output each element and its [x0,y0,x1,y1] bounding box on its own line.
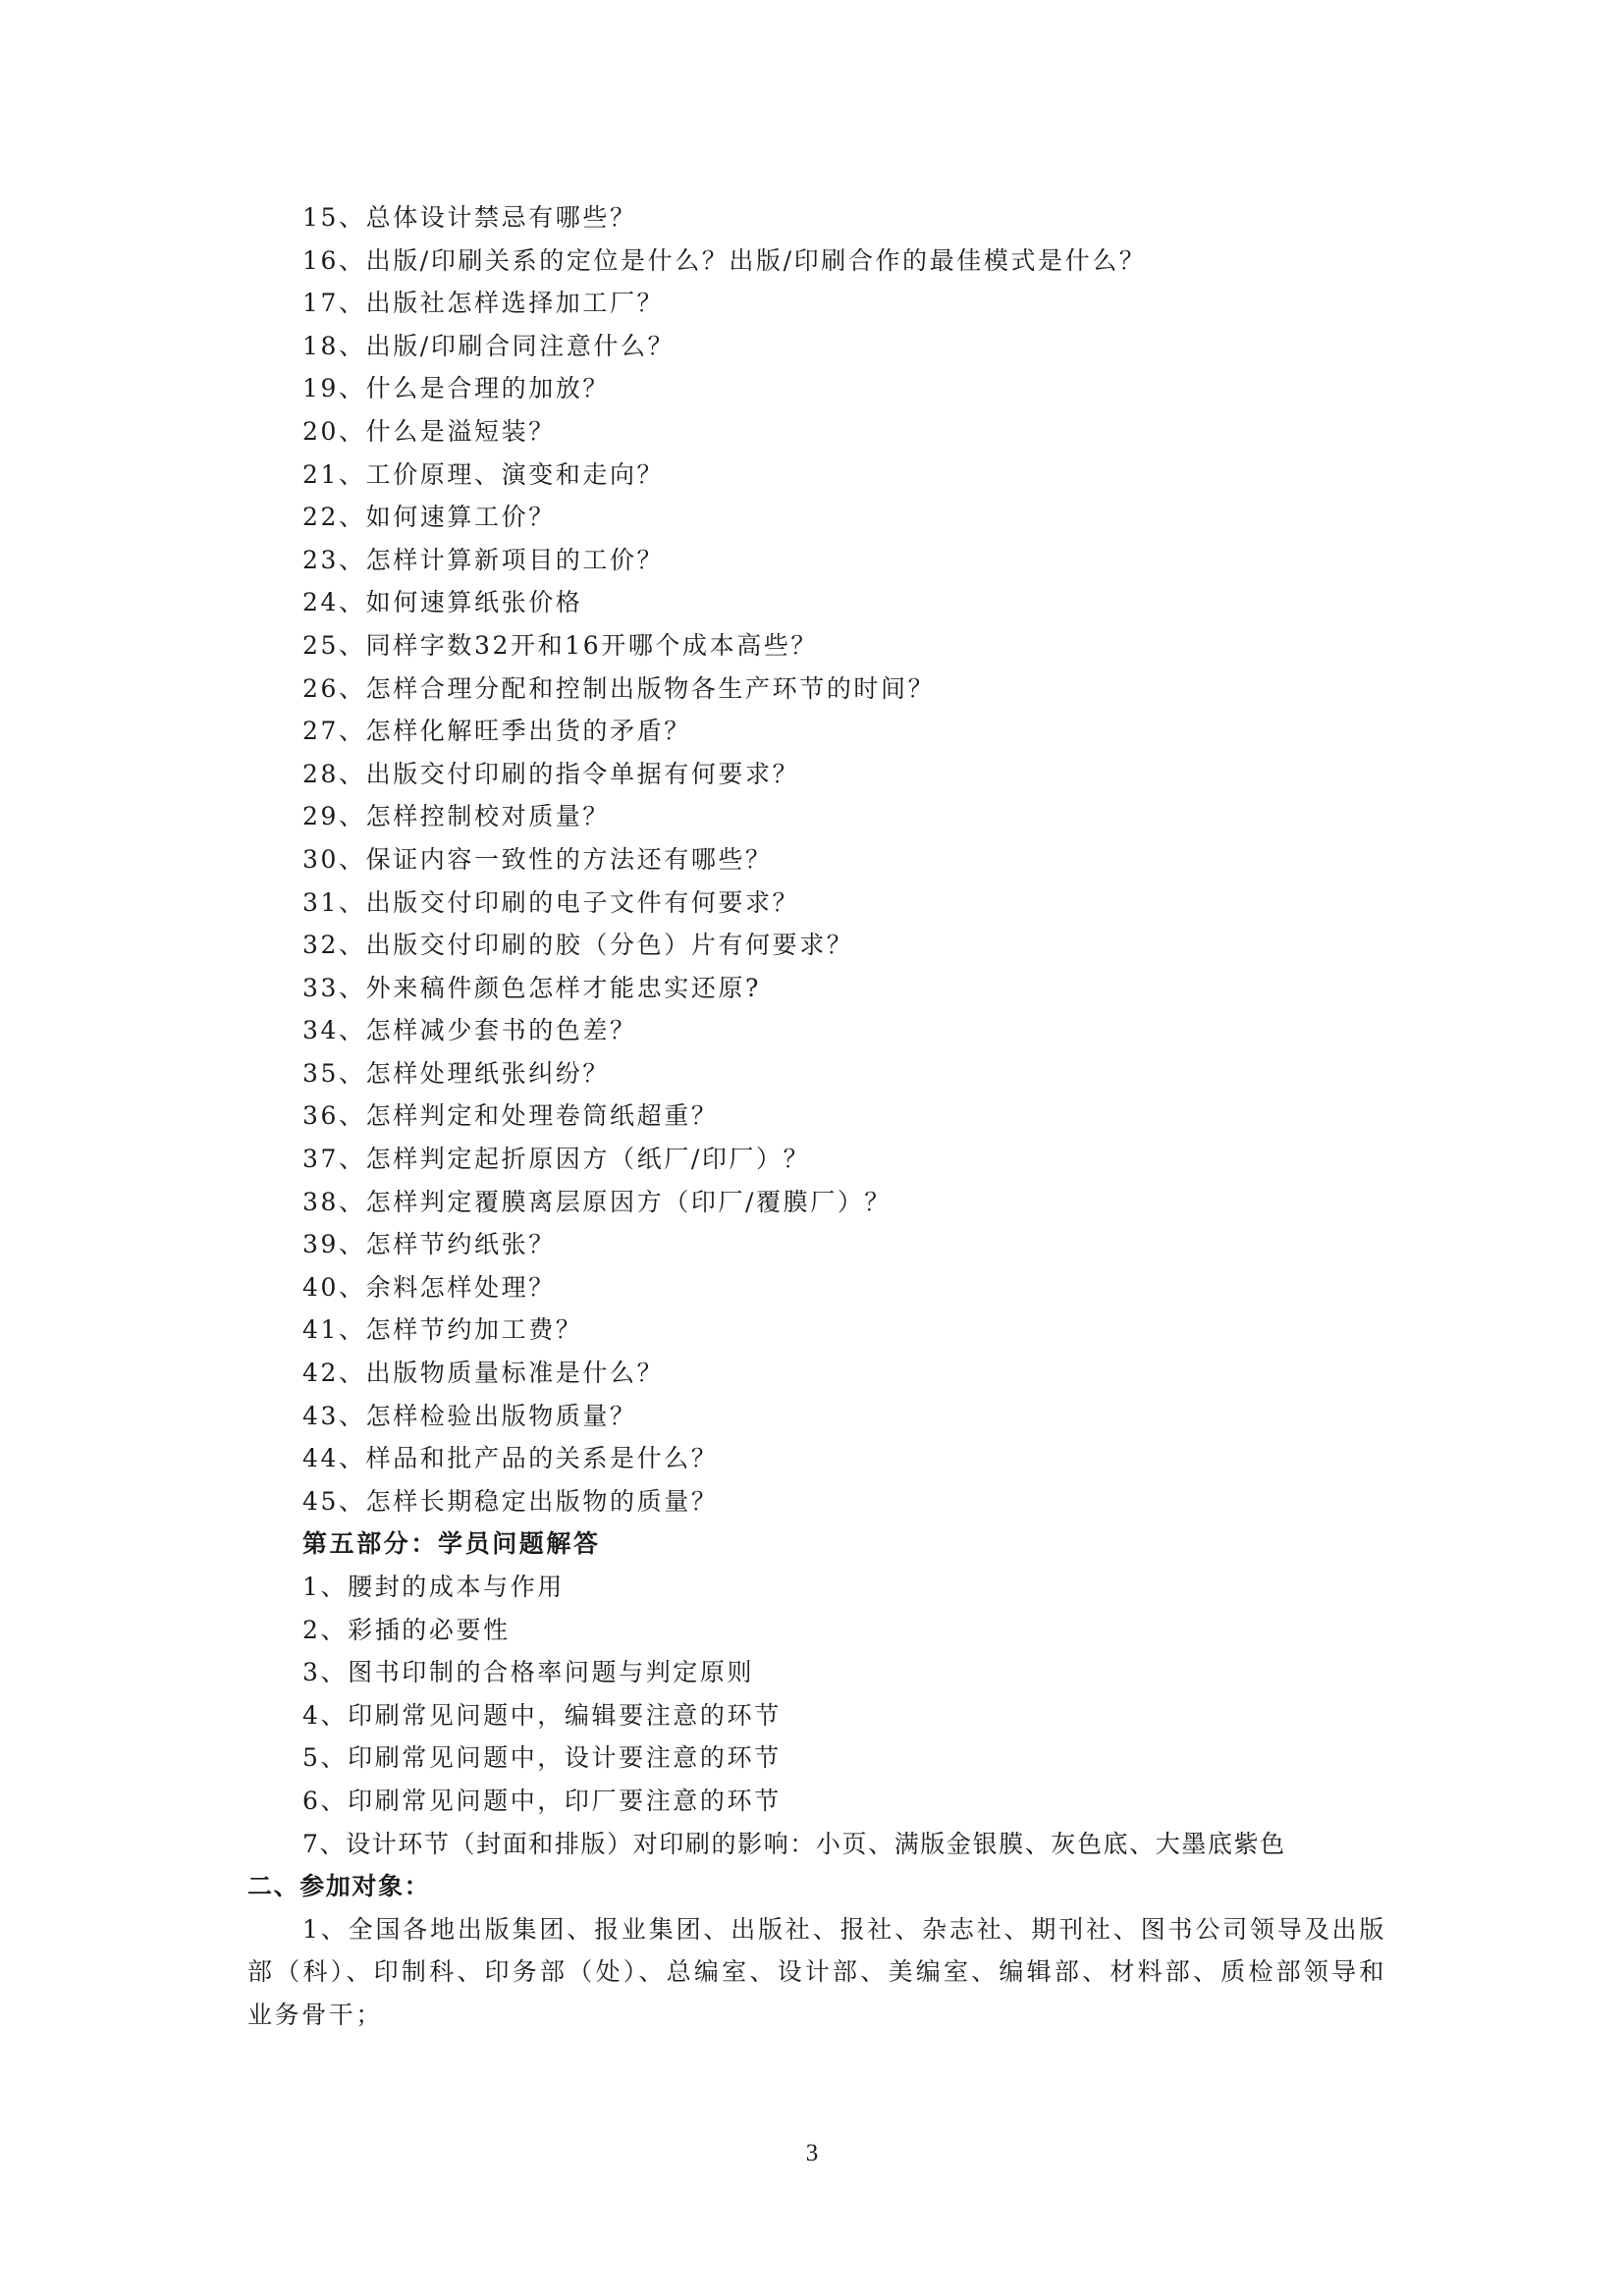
list-item: 42、出版物质量标准是什么？ [302,1359,665,1388]
page-number: 3 [805,2140,819,2166]
list-item: 41、怎样节约加工费？ [302,1315,583,1345]
list-item: 22、如何速算工价？ [302,503,556,532]
list-item: 3、图书印制的合格率问题与判定原则 [302,1658,755,1687]
list-item: 21、工价原理、演变和走向？ [302,459,665,489]
list-item: 45、怎样长期稳定出版物的质量？ [302,1486,719,1516]
list-item: 6、印刷常见问题中，印厂要注意的环节 [302,1786,782,1815]
list-item: 28、出版交付印刷的指令单据有何要求？ [302,759,800,788]
list-item: 24、如何速算纸张价格 [302,588,583,617]
list-item: 5、印刷常见问题中，设计要注意的环节 [302,1743,782,1773]
section2-heading: 二、参加对象： [247,1872,431,1901]
question-list [247,196,1386,1522]
list-item: 39、怎样节约纸张？ [302,1230,556,1259]
list-item: 1、腰封的成本与作用 [302,1573,565,1601]
list-item: 16、出版/印刷关系的定位是什么？出版/印刷合作的最佳模式是什么？ [302,245,1147,275]
list-item: 31、出版交付印刷的电子文件有何要求？ [302,887,800,917]
list-item: 2、彩插的必要性 [302,1615,511,1644]
part5-heading: 第五部分：学员问题解答 [302,1529,601,1559]
list-item: 32、出版交付印刷的胶（分色）片有何要求？ [302,931,854,960]
list-item: 36、怎样判定和处理卷筒纸超重？ [302,1101,719,1131]
part5-list [247,1566,1386,1865]
list-item: 15、总体设计禁忌有哪些？ [302,203,637,232]
list-item: 18、出版/印刷合同注意什么？ [302,331,676,360]
list-item: 35、怎样处理纸张纠纷？ [302,1058,611,1088]
list-item: 38、怎样判定覆膜离层原因方（印厂/覆膜厂）？ [302,1187,893,1216]
list-item: 27、怎样化解旺季出货的矛盾？ [302,717,691,746]
section2-paragraph: 1、全国各地出版集团、报业集团、出版社、报社、杂志社、期刊社、图书公司领导及出版部（科）、印制科、印务部（处）、总编室、设计部、美编室、编辑部、材料部、质检部领导和业务骨干； [247,1914,1386,2029]
page-content [247,196,1386,2037]
list-item: 34、怎样减少套书的色差？ [302,1016,637,1045]
list-item: 40、余料怎样处理？ [302,1272,556,1302]
list-item: 25、同样字数32开和16开哪个成本高些？ [302,630,819,660]
list-item: 29、怎样控制校对质量？ [302,802,611,831]
list-item: 44、样品和批产品的关系是什么？ [302,1444,719,1473]
list-item: 23、怎样计算新项目的工价？ [302,545,665,574]
list-item: 30、保证内容一致性的方法还有哪些？ [302,844,773,874]
list-item: 17、出版社怎样选择加工厂？ [302,289,665,318]
list-item: 7、设计环节（封面和排版）对印刷的影响：小页、满版金银膜、灰色底、大墨底紫色 [302,1829,1286,1858]
list-item: 4、印刷常见问题中，编辑要注意的环节 [302,1700,782,1730]
list-item: 20、什么是溢短装？ [302,416,556,446]
list-item: 19、什么是合理的加放？ [302,374,611,403]
list-item: 33、外来稿件颜色怎样才能忠实还原? [302,973,762,1002]
list-item: 43、怎样检验出版物质量？ [302,1401,637,1430]
list-item: 26、怎样合理分配和控制出版物各生产环节的时间？ [302,673,936,703]
list-item: 37、怎样判定起折原因方（纸厂/印厂）？ [302,1145,811,1174]
